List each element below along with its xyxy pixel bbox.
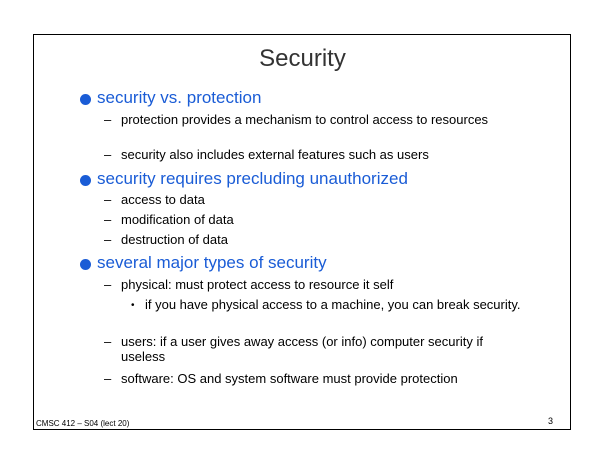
sub-sub-bullet: if you have physical access to a machine, you can break security. bbox=[145, 297, 521, 312]
bullet-heading: security requires precluding unauthorized bbox=[97, 169, 408, 188]
small-bullet-icon: • bbox=[131, 300, 135, 311]
page-number: 3 bbox=[548, 416, 554, 426]
dash-icon: – bbox=[104, 192, 112, 207]
dash-icon: – bbox=[104, 371, 112, 386]
bullet-heading: several major types of security bbox=[97, 253, 327, 272]
sub-bullet: protection provides a mechanism to control access to resources bbox=[121, 112, 489, 127]
slide-title: Security bbox=[259, 45, 346, 72]
sub-bullet: software: OS and system software must provide protection bbox=[121, 371, 458, 386]
bullet-heading: security vs. protection bbox=[97, 88, 262, 107]
dash-icon: – bbox=[104, 212, 112, 227]
sub-bullet: security also includes external features such as users bbox=[121, 147, 429, 162]
sub-bullet: physical: must protect access to resource it self bbox=[121, 277, 394, 292]
sub-bullet: destruction of data bbox=[121, 232, 228, 247]
sub-bullet: modification of data bbox=[121, 212, 234, 227]
dash-icon: – bbox=[104, 147, 112, 162]
dash-icon: – bbox=[104, 112, 112, 127]
bullet-dot-icon bbox=[80, 259, 91, 270]
sub-bullet: access to data bbox=[121, 192, 205, 207]
bullet-dot-icon bbox=[80, 175, 91, 186]
slide-footer: CMSC 412 – S04 (lect 20) bbox=[36, 419, 130, 428]
dash-icon: – bbox=[104, 334, 112, 349]
bullet-dot-icon bbox=[80, 94, 91, 105]
dash-icon: – bbox=[104, 232, 112, 247]
dash-icon: – bbox=[104, 277, 112, 292]
sub-bullet: users: if a user gives away access (or info) computer security if useless bbox=[121, 334, 483, 364]
